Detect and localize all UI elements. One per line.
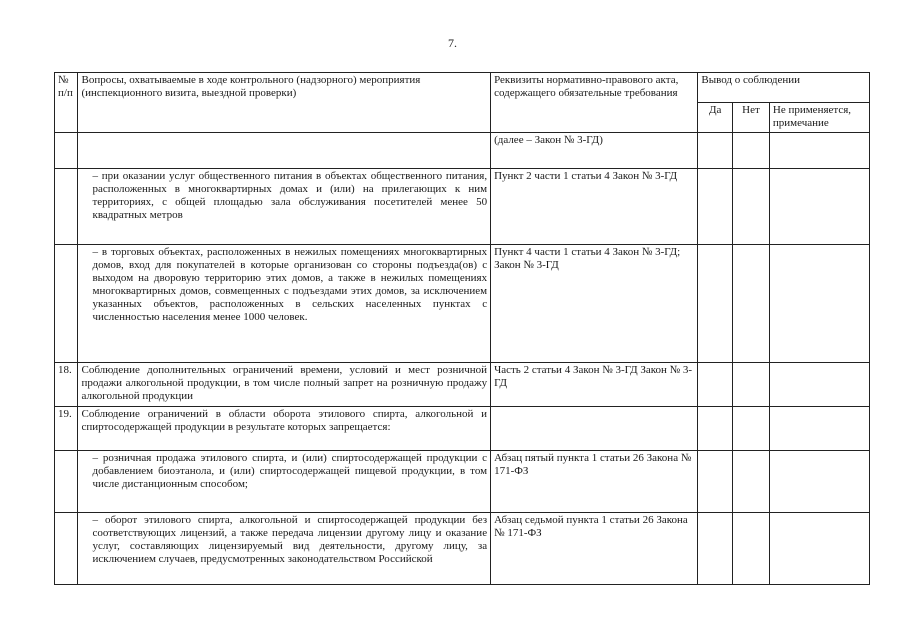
cell-yes xyxy=(698,169,733,245)
cell-yes xyxy=(698,133,733,169)
page-number: 7. xyxy=(448,36,457,50)
cell-na xyxy=(769,513,869,585)
cell-na xyxy=(769,407,869,451)
row-requisites xyxy=(491,407,698,451)
table-row xyxy=(55,451,870,513)
row-num: 18. xyxy=(55,363,78,407)
cell-yes xyxy=(698,363,733,407)
table-row xyxy=(55,245,870,363)
header-no: Нет xyxy=(733,103,770,133)
cell-no xyxy=(733,169,770,245)
row-question: Соблюдение ограничений в области оборота этилового спирта, алкогольной и спиртосодержащей продукции в результате которых запрещается: xyxy=(78,407,491,451)
row-requisites: (далее – Закон № 3-ГД) xyxy=(491,133,698,169)
table-row xyxy=(55,513,870,585)
cell-na xyxy=(769,363,869,407)
cell-no xyxy=(733,451,770,513)
row-question: – розничная продажа этилового спирта, и (или) спиртосодержащей продукции с добавлением биоэтанола, и (или) спиртосодержащей пищевой продукции, в том числе дистанционным способом; xyxy=(78,451,491,513)
row-num: 19. xyxy=(55,407,78,451)
table-row xyxy=(55,407,870,451)
row-num xyxy=(55,513,78,585)
cell-yes xyxy=(698,245,733,363)
row-question: – в торговых объектах, расположенных в нежилых помещениях многоквартирных домов, вход для покупателей в которые организован со стороны подъезда(ов) с выходом на дворовую территорию этих домов, а также в нежилых помещениях многоквартирных домов, совмещенных с подъездами этих домов, за исключением указанных объектов, расположенных в сельских населенных пунктах с численностью населения менее 1000 человек. xyxy=(78,245,491,363)
header-num: № п/п xyxy=(55,73,78,133)
row-num xyxy=(55,451,78,513)
row-requisites: Пункт 4 части 1 статьи 4 Закон № 3-ГД; Закон № 3-ГД xyxy=(491,245,698,363)
cell-yes xyxy=(698,407,733,451)
cell-na xyxy=(769,169,869,245)
compliance-table xyxy=(54,72,870,585)
cell-no xyxy=(733,363,770,407)
header-requisites: Реквизиты нормативно-правового акта, содержащего обязательные требования xyxy=(491,73,698,133)
cell-na xyxy=(769,451,869,513)
cell-na xyxy=(769,133,869,169)
row-num xyxy=(55,245,78,363)
header-na: Не применяется, примечание xyxy=(769,103,869,133)
row-requisites: Часть 2 статьи 4 Закон № 3-ГД Закон № 3-ГД xyxy=(491,363,698,407)
row-question xyxy=(78,133,491,169)
table-row xyxy=(55,363,870,407)
cell-no xyxy=(733,245,770,363)
row-question: Соблюдение дополнительных ограничений времени, условий и мест розничной продажи алкогольной продукции, в том числе полный запрет на розничную продажу алкогольной продукции xyxy=(78,363,491,407)
table-row xyxy=(55,133,870,169)
row-num xyxy=(55,169,78,245)
row-requisites: Абзац седьмой пункта 1 статьи 26 Закона № 171-ФЗ xyxy=(491,513,698,585)
cell-no xyxy=(733,133,770,169)
header-yes: Да xyxy=(698,103,733,133)
row-requisites: Абзац пятый пункта 1 статьи 26 Закона № 171-ФЗ xyxy=(491,451,698,513)
row-question: – оборот этилового спирта, алкогольной и спиртосодержащей продукции без соответствующих лицензий, а также передача лицензии другому лицу и оказание услуг, составляющих лицензируемый вид деятельности, другому лицу, за исключением случаев, предусмотренных законодательством Российской xyxy=(78,513,491,585)
cell-yes xyxy=(698,513,733,585)
header-conclusion: Вывод о соблюдении xyxy=(698,73,870,103)
cell-na xyxy=(769,245,869,363)
cell-yes xyxy=(698,451,733,513)
header-question: Вопросы, охватываемые в ходе контрольного (надзорного) мероприятия (инспекционного визита, выездной проверки) xyxy=(78,73,491,133)
row-question: – при оказании услуг общественного питания в объектах общественного питания, расположенных в многоквартирных домах и (или) на прилегающих к ним территориях, с общей площадью зала обслуживания посетителей менее 50 квадратных метров xyxy=(78,169,491,245)
row-num xyxy=(55,133,78,169)
table-row xyxy=(55,169,870,245)
row-requisites: Пункт 2 части 1 статьи 4 Закон № 3-ГД xyxy=(491,169,698,245)
cell-no xyxy=(733,407,770,451)
cell-no xyxy=(733,513,770,585)
